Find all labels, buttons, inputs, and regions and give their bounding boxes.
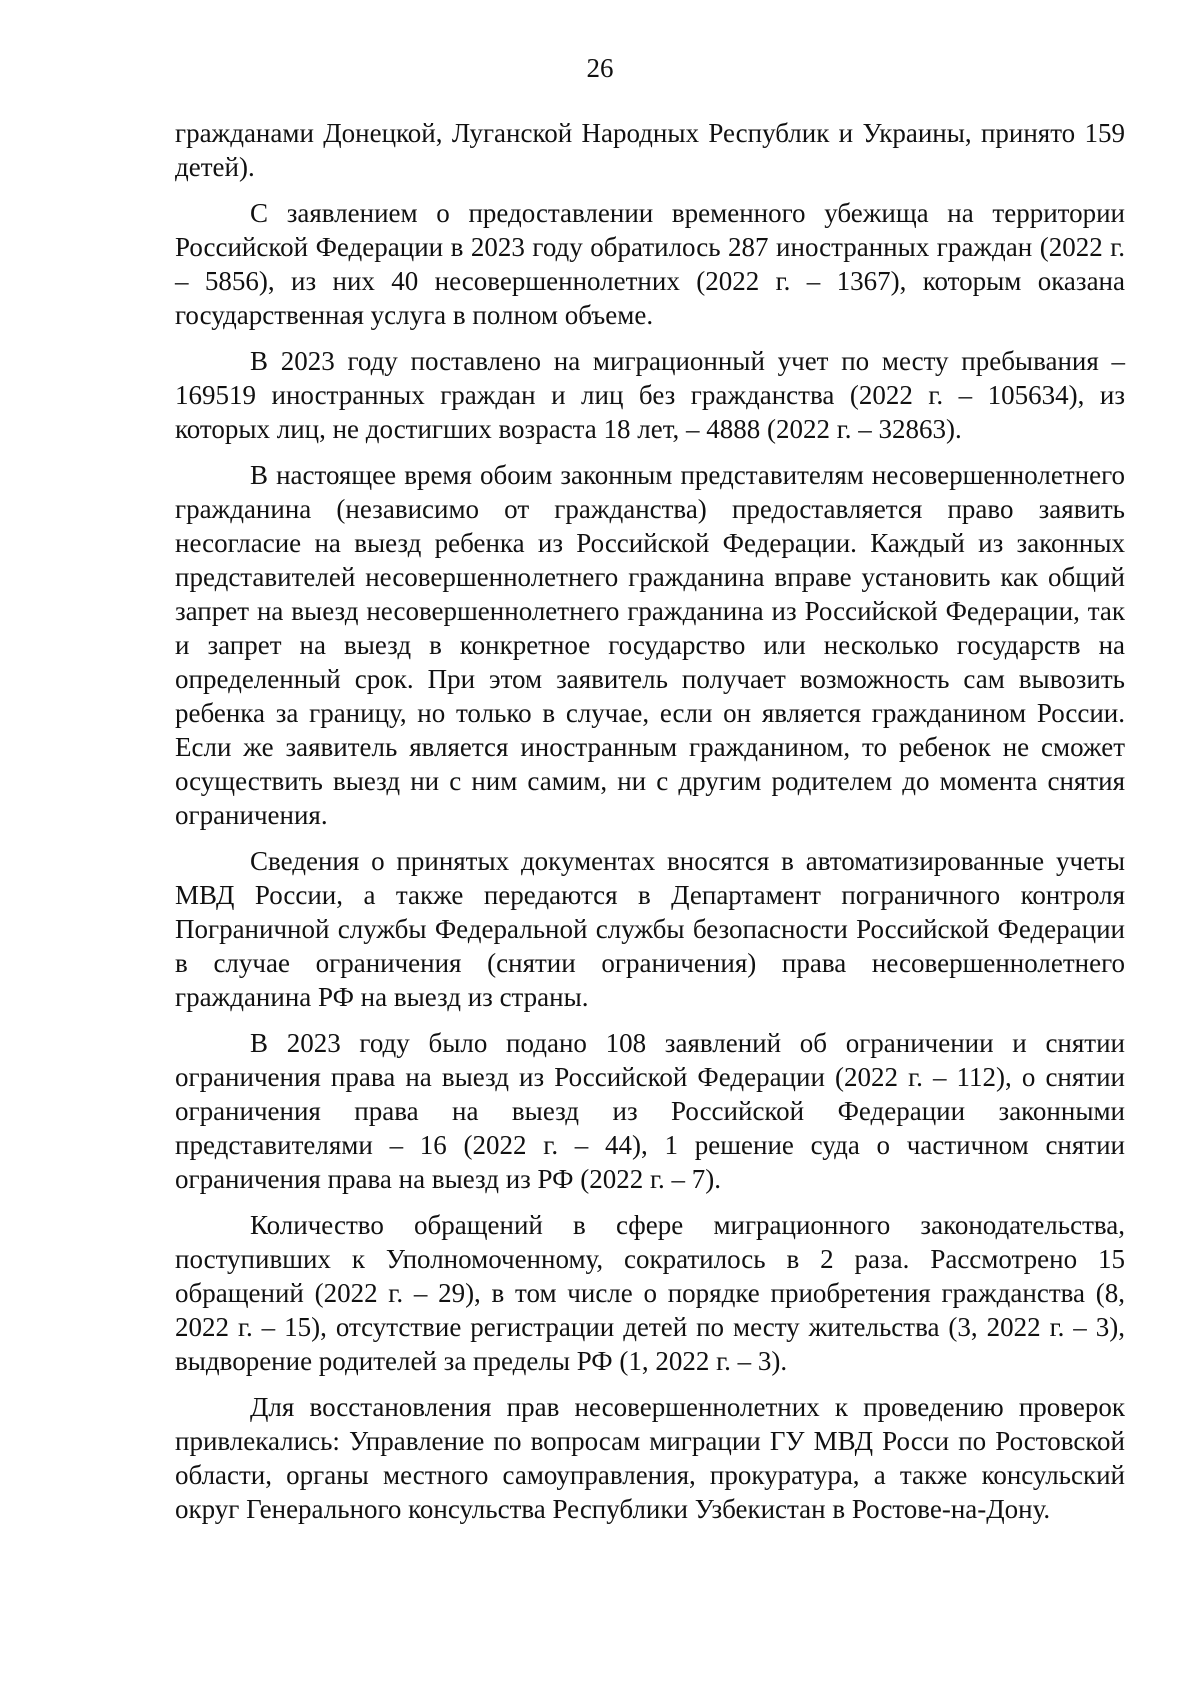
paragraph-document-records: Сведения о принятых документах вносятся в автоматизированные учеты МВД России, а также передаются в Департамент пограничного контроля Пограничной службы Федеральной службы безопасности Российской Федерации в случае ограничения (снятии ограничения) права несовершеннолетнего гражданина РФ на выезд из страны. [175,846,1125,1012]
paragraph-inspections: Для восстановления прав несовершеннолетних к проведению проверок привлекались: Управление по вопросам миграции ГУ МВД Росси по Ростовской области, органы местного самоуправления, прокуратура, а также консульский округ Генерального консульства Республики Узбекистан в Ростове-на-Дону. [175,1392,1125,1524]
paragraph-exit-applications: В 2023 году было подано 108 заявлений об ограничении и снятии ограничения права на выезд из Российской Федерации (2022 г. – 112), о снятии ограничения права на выезд из Российской Федерации законными представителями – 16 (2022 г. – 44), 1 решение суда о частичном снятии ограничения права на выезд из РФ (2022 г. – 7). [175,1028,1125,1194]
paragraph-exit-restriction-right: В настоящее время обоим законным представителям несовершеннолетнего гражданина (независимо от гражданства) предоставляется право заявить несогласие на выезд ребенка из Российской Федерации. Каждый из законных представителей несовершеннолетнего гражданина вправе установить как общий запрет на выезд несовершеннолетнего гражданина из Российской Федерации, так и запрет на выезд в конкретное государство или несколько государств на определенный срок. При этом заявитель получает возможность сам вывозить ребенка за границу, но только в случае, если он является гражданином России. Если же заявитель является иностранным гражданином, то ребенок не сможет осуществить выезд ни с ним самим, ни с другим родителем до момента снятия ограничения. [175,460,1125,830]
paragraph-continuation: гражданами Донецкой, Луганской Народных Республик и Украины, принято 159 детей). [175,118,1125,182]
paragraph-appeals-count: Количество обращений в сфере миграционного законодательства, поступивших к Уполномоченному, сократилось в 2 раза. Рассмотрено 15 обращений (2022 г. – 29), в том числе о порядке приобретения гражданства (8, 2022 г. – 15), отсутствие регистрации детей по месту жительства (3, 2022 г. – 3), выдворение родителей за пределы РФ (1, 2022 г. – 3). [175,1210,1125,1376]
page-number: 26 [586,53,614,83]
paragraph-temporary-asylum: С заявлением о предоставлении временного убежища на территории Российской Федерации в 2023 году обратилось 287 иностранных граждан (2022 г. – 5856), из них 40 несовершеннолетних (2022 г. – 1367), которым оказана государственная услуга в полном объеме. [175,198,1125,330]
document-body [175,116,1125,1538]
paragraph-migration-registration: В 2023 году поставлено на миграционный учет по месту пребывания – 169519 иностранных граждан и лиц без гражданства (2022 г. – 105634), из которых лиц, не достигших возраста 18 лет, – 4888 (2022 г. – 32863). [175,346,1125,444]
